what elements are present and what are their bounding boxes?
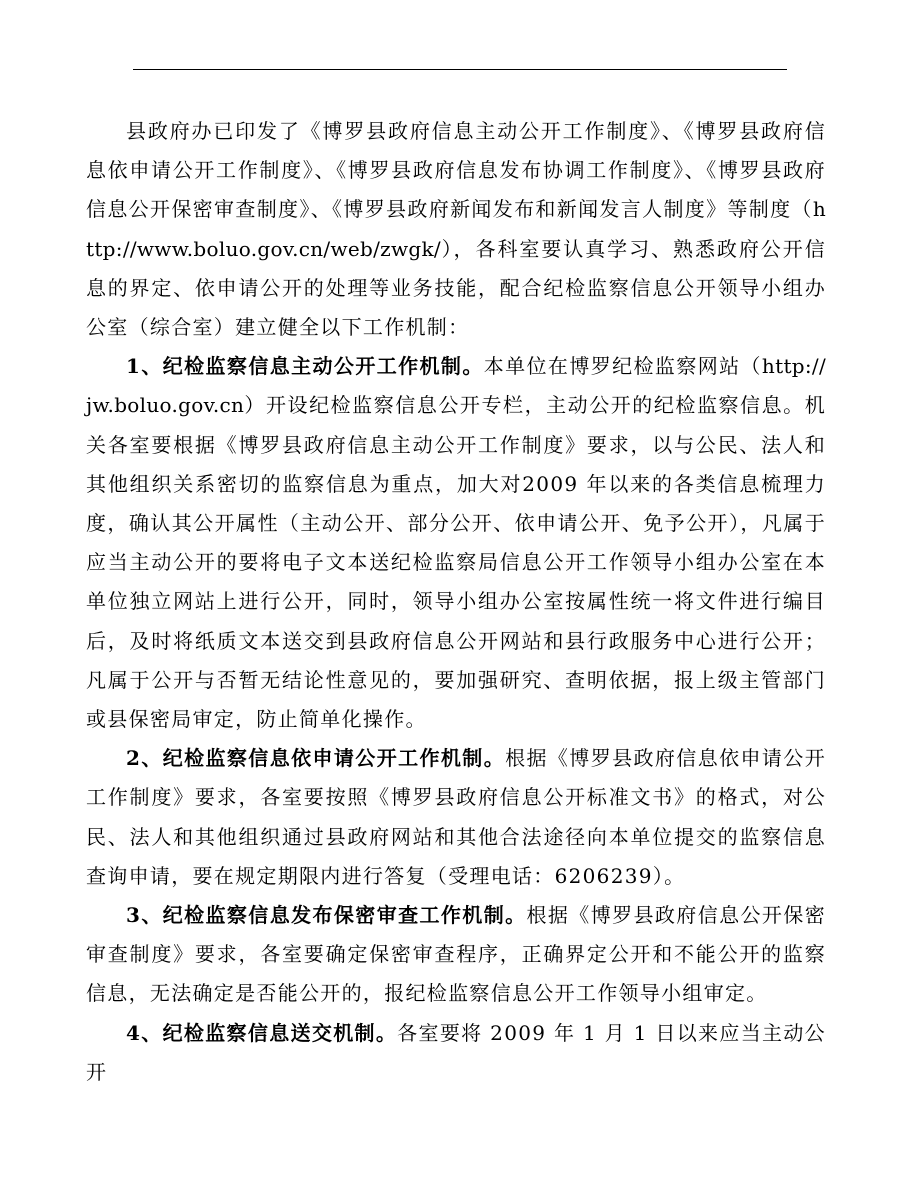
header-rule [133,69,787,70]
item1-heading: 1、纪检监察信息主动公开工作机制。 [126,354,484,379]
document-body [86,112,826,1092]
intro-url: http://www.boluo.gov.cn/web/zwgk/ [86,197,826,261]
item4-heading: 4、纪检监察信息送交机制。 [126,1020,398,1045]
intro-text-2: ），各科室要认真学习、熟悉政府公开信息的界定、依申请公开的处理等业务技能，配合纪检监察信息公开领导小组办公室（综合室）建立健全以下工作机制： [86,236,826,340]
item3-paragraph [86,896,826,1014]
item4-paragraph [86,1014,826,1092]
item3-body: 根据《博罗县政府信息公开保密审查制度》要求，各室要确定保密审查程序，正确界定公开和不能公开的监察信息，无法确定是否能公开的，报纪检监察信息公开工作领导小组审定。 [86,903,826,1006]
item1-paragraph [86,347,826,739]
item1-text-1: 本单位在博罗纪检监察网站（ [483,354,762,379]
item4-body: 各室要将 2009 年 1 月 1 日以来应当主动公开 [86,1020,826,1084]
item2-body: 根据《博罗县政府信息依申请公开工作制度》要求，各室要按照《博罗县政府信息公开标准文书》的格式，对公民、法人和其他组织通过县政府网站和其他合法途径向本单位提交的监察信息查询申请，要在规定期限内进行答复（受理电话：6206239）。 [86,746,826,888]
item1-url: http://jw.boluo.gov.cn [86,354,826,418]
item1-text-2: ）开设纪检监察信息公开专栏，主动公开的纪检监察信息。机关各室要根据《博罗县政府信息主动公开工作制度》要求，以与公民、法人和其他组织关系密切的监察信息为重点，加大对2009 年以来的各类信息梳理力度，确认其公开属性（主动公开、部分公开、依申请公开、免予公开），凡属于应当主动公开的要将电子文本送纪检监察局信息公开工作领导小组办公室在本单位独立网站上进行公开，同时，领导小组办公室按属性统一将文件进行编目后，及时将纸质文本送交到县政府信息公开网站和县行政服务中心进行公开；凡属于公开与否暂无结论性意见的，要加强研究、查明依据，报上级主管部门或县保密局审定，防止简单化操作。 [86,393,826,732]
intro-paragraph [86,112,826,347]
item2-heading: 2、纪检监察信息依申请公开工作机制。 [126,746,506,771]
item3-heading: 3、纪检监察信息发布保密审查工作机制。 [126,903,527,928]
intro-text-1: 县政府办已印发了《博罗县政府信息主动公开工作制度》、《博罗县政府信息依申请公开工作制度》、《博罗县政府信息发布协调工作制度》、《博罗县政府信息公开保密审查制度》、《博罗县政府新闻发布和新闻发言人制度》等制度（ [86,119,826,222]
item2-paragraph [86,739,826,896]
